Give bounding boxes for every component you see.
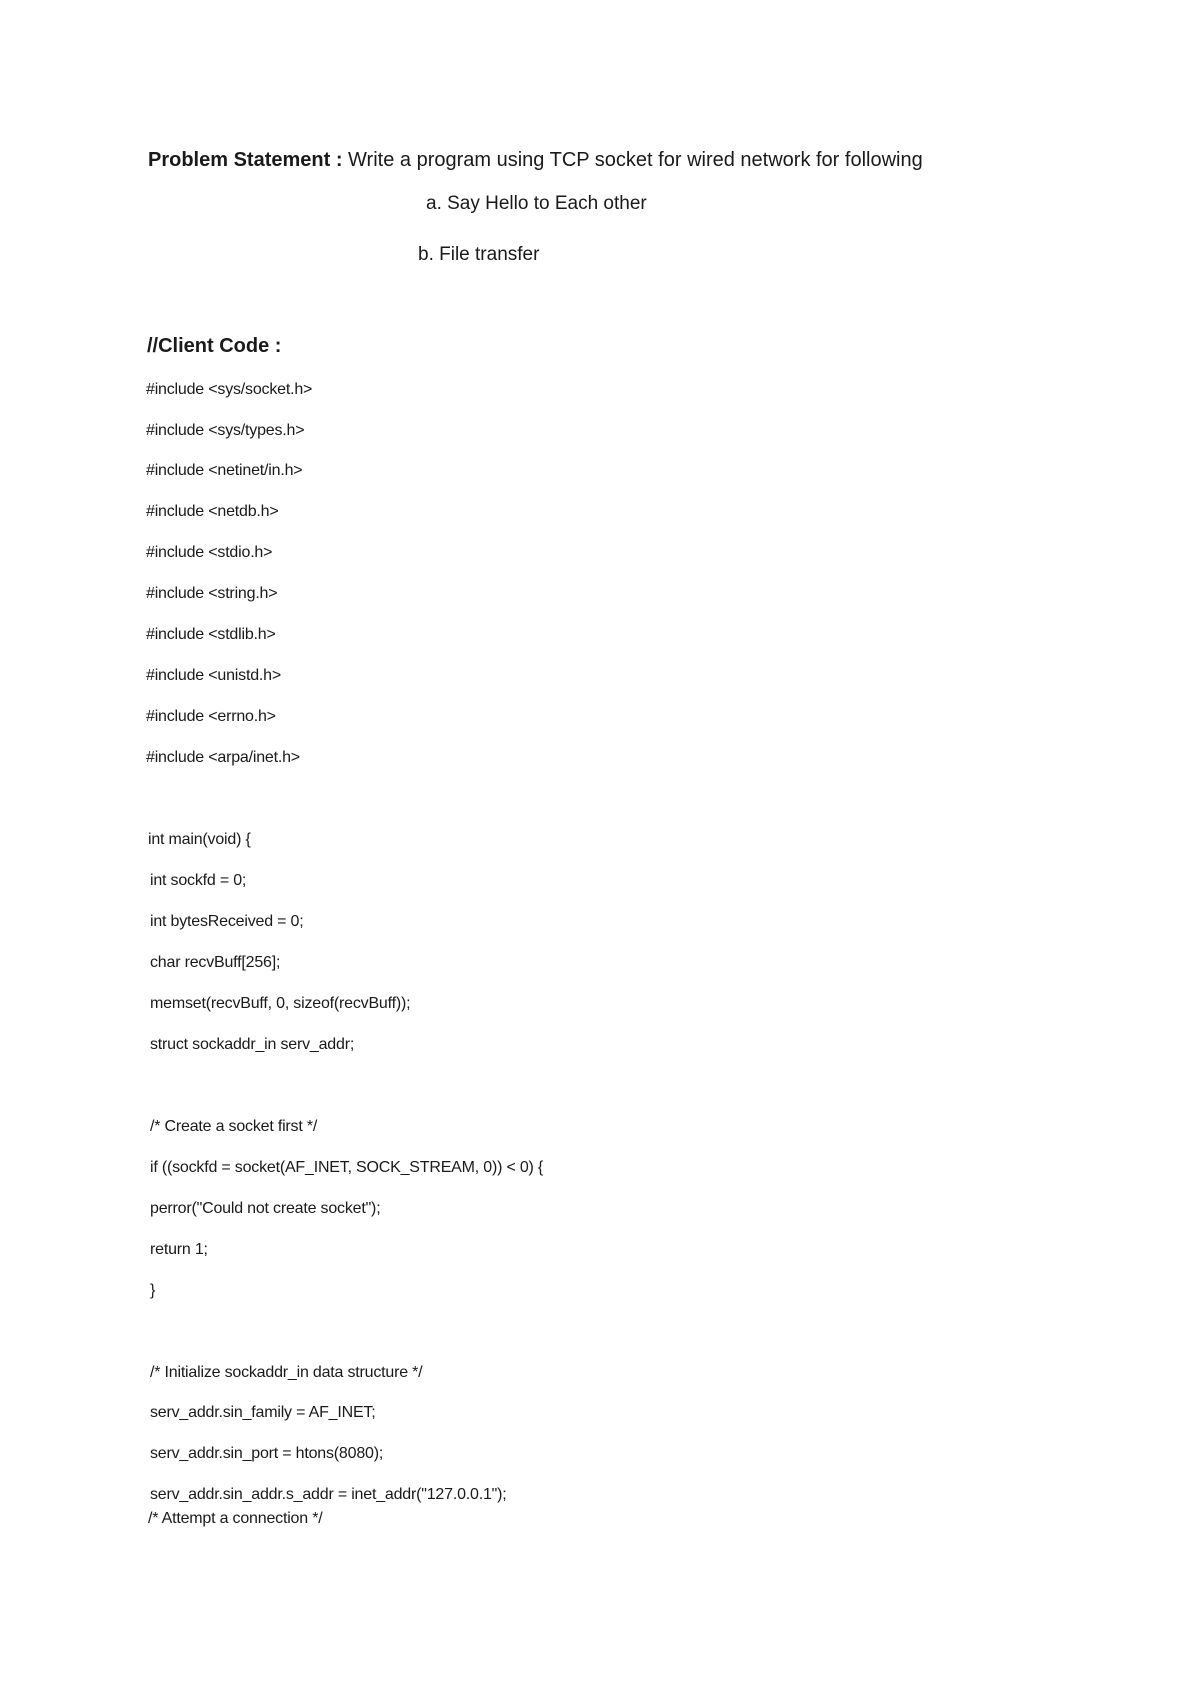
code-line: /* Initialize sockaddr_in data structure */ — [150, 1364, 423, 1381]
code-line: char recvBuff[256]; — [150, 954, 281, 971]
code-line: #include <arpa/inet.h> — [146, 749, 300, 766]
code-line: perror("Could not create socket"); — [150, 1200, 381, 1217]
code-line: serv_addr.sin_family = AF_INET; — [150, 1404, 376, 1421]
code-line: #include <stdio.h> — [146, 544, 273, 561]
problem-statement-label: Problem Statement : — [148, 149, 343, 171]
problem-statement — [148, 146, 923, 174]
code-line: } — [150, 1282, 156, 1299]
code-line: /* Create a socket first */ — [150, 1118, 318, 1135]
code-line: #include <netdb.h> — [146, 503, 279, 520]
task-b: b. File transfer — [418, 244, 540, 265]
code-line: #include <sys/socket.h> — [146, 381, 313, 398]
code-line: struct sockaddr_in serv_addr; — [150, 1036, 355, 1053]
code-line: int bytesReceived = 0; — [150, 913, 304, 930]
problem-statement-text: Write a program using TCP socket for wired network for following — [342, 149, 923, 171]
code-line: #include <netinet/in.h> — [146, 462, 303, 479]
code-line: memset(recvBuff, 0, sizeof(recvBuff)); — [150, 995, 411, 1012]
client-code-title: //Client Code : — [147, 335, 282, 357]
code-line: #include <unistd.h> — [146, 667, 281, 684]
code-line: serv_addr.sin_addr.s_addr = inet_addr("127.0.0.1"); — [150, 1486, 507, 1503]
code-line: return 1; — [150, 1241, 208, 1258]
code-line: int main(void) { — [148, 831, 251, 848]
task-a: a. Say Hello to Each other — [426, 193, 647, 214]
code-line: #include <errno.h> — [146, 708, 276, 725]
code-line: serv_addr.sin_port = htons(8080); — [150, 1445, 384, 1462]
code-line: if ((sockfd = socket(AF_INET, SOCK_STREAM, 0)) < 0) { — [150, 1159, 544, 1176]
code-line: #include <string.h> — [146, 585, 278, 602]
code-line: #include <sys/types.h> — [146, 422, 305, 439]
code-line: #include <stdlib.h> — [146, 626, 276, 643]
code-line: /* Attempt a connection */ — [148, 1510, 323, 1527]
code-line: int sockfd = 0; — [150, 872, 247, 889]
